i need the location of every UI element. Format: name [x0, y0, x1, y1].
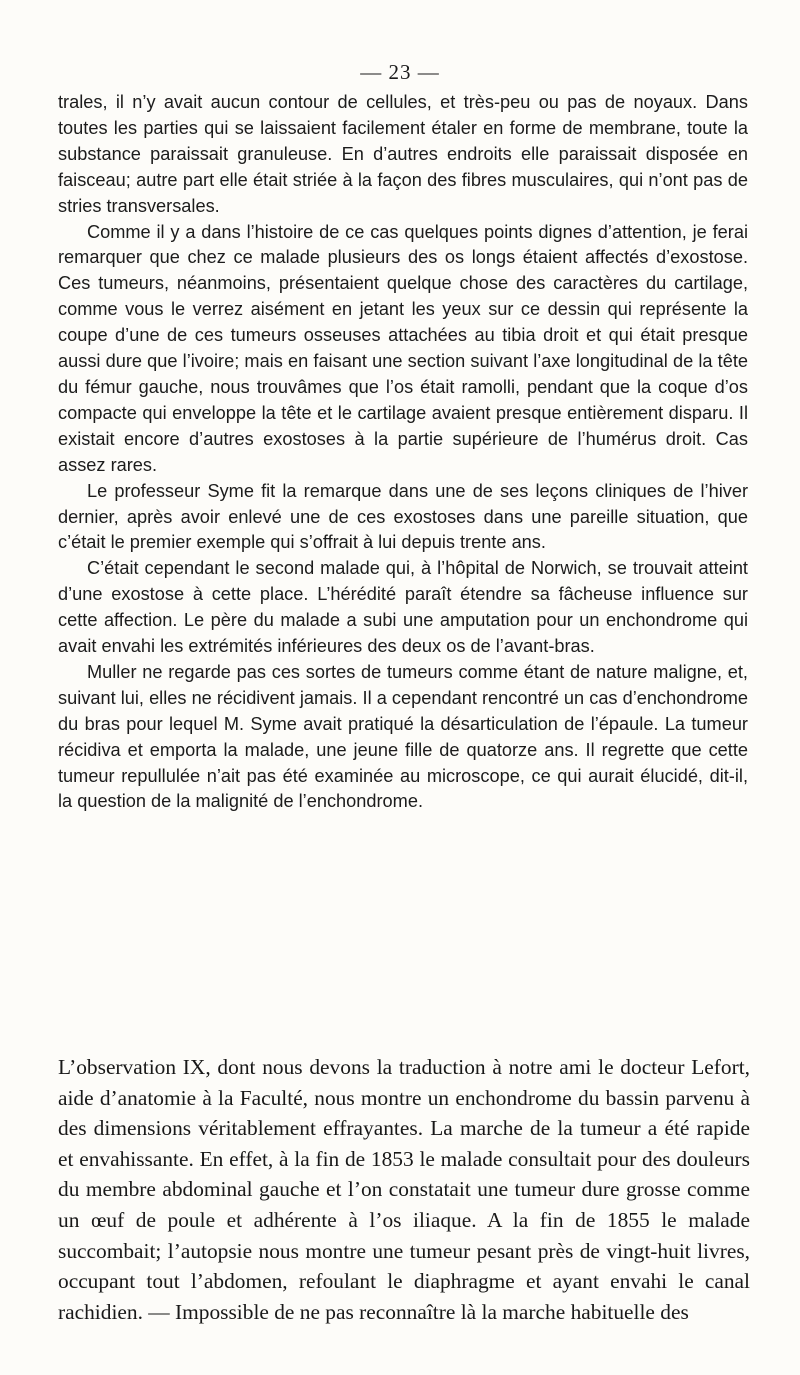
paragraph: Le professeur Syme fit la remarque dans une de ses leçons cliniques de l’hiver dernier, après avoir enlevé une de ces exostoses dans une pareille situation, que c’était le premier exemple qui s’offrait à lui depuis trente ans.	[58, 480, 748, 553]
paragraph: Comme il y a dans l’histoire de ce cas quelques points dignes d’attention, je ferai remarquer que chez ce malade plusieurs des os longs étaient affectés d’exostose. Ces tumeurs, néanmoins, présentaient quelque chose des caractères du cartilage, comme vous le verrez aisément en jetant les yeux sur ce dessin qui représente la coupe d’une de ces tumeurs osseuses attachées au tibia droit et qui était presque aussi dure que l’ivoire; mais en faisant une section suivant l’axe longitudinal de la tête du fémur gauche, nous trouvâmes que l’os était ramolli, pendant que la coque d’os compacte qui enveloppe la tête et le cartilage avaient presque entièrement disparu. Il existait encore d’autres exostoses à la partie supérieure de l’humérus droit. Cas assez rares.	[58, 221, 748, 475]
paragraph: trales, il n’y avait aucun contour de cellules, et très-peu ou pas de noyaux. Dans toutes les parties qui se laissaient facilement étaler en forme de membrane, toute la substance paraissait granuleuse. En d’autres endroits elle paraissait disposée en faisceau; autre part elle était striée à la façon des fibres musculaires, qui n’ont pas de stries transversales.	[58, 92, 748, 216]
page-number: — 23 —	[360, 60, 440, 84]
observation-text-block	[58, 1052, 750, 1327]
paragraph: Muller ne regarde pas ces sortes de tumeurs comme étant de nature maligne, et, suivant lui, elles ne récidivent jamais. Il a cependant rencontré un cas d’enchondrome du bras pour lequel M. Syme avait pratiqué la désarticulation de l’épaule. La tumeur récidiva et emporta la malade, une jeune fille de quatorze ans. Il regrette que cette tumeur repullulée n’ait pas été examinée au microscope, ce qui aurait élucidé, dit-il, la question de la malignité de l’enchondrome.	[58, 661, 748, 812]
observation-paragraph: L’observation IX, dont nous devons la traduction à notre ami le docteur Lefort, aide d’anatomie à la Faculté, nous montre un enchondrome du bassin parvenu à des dimensions véritablement effrayantes. La marche de la tumeur a été rapide et envahissante. En effet, à la fin de 1853 le malade consultait pour des douleurs du membre abdominal gauche et l’on constatait une tumeur dure grosse comme un œuf de poule et adhérente à l’os iliaque. A la fin de 1855 le malade succombait; l’autopsie nous montre une tumeur pesant près de vingt-huit livres, occupant tout l’abdomen, refoulant le diaphragme et ayant envahi le canal rachidien. — Impossible de ne pas reconnaître là la marche habituelle des	[58, 1055, 750, 1324]
paragraph: C’était cependant le second malade qui, à l’hôpital de Norwich, se trouvait atteint d’une exostose à cette place. L’hérédité paraît étendre sa fâcheuse influence sur cette affection. Le père du malade a subi une amputation pour un enchondrome qui avait envahi les extrémités inférieures des deux os de l’avant-bras.	[58, 558, 748, 657]
main-text-block	[58, 90, 748, 815]
